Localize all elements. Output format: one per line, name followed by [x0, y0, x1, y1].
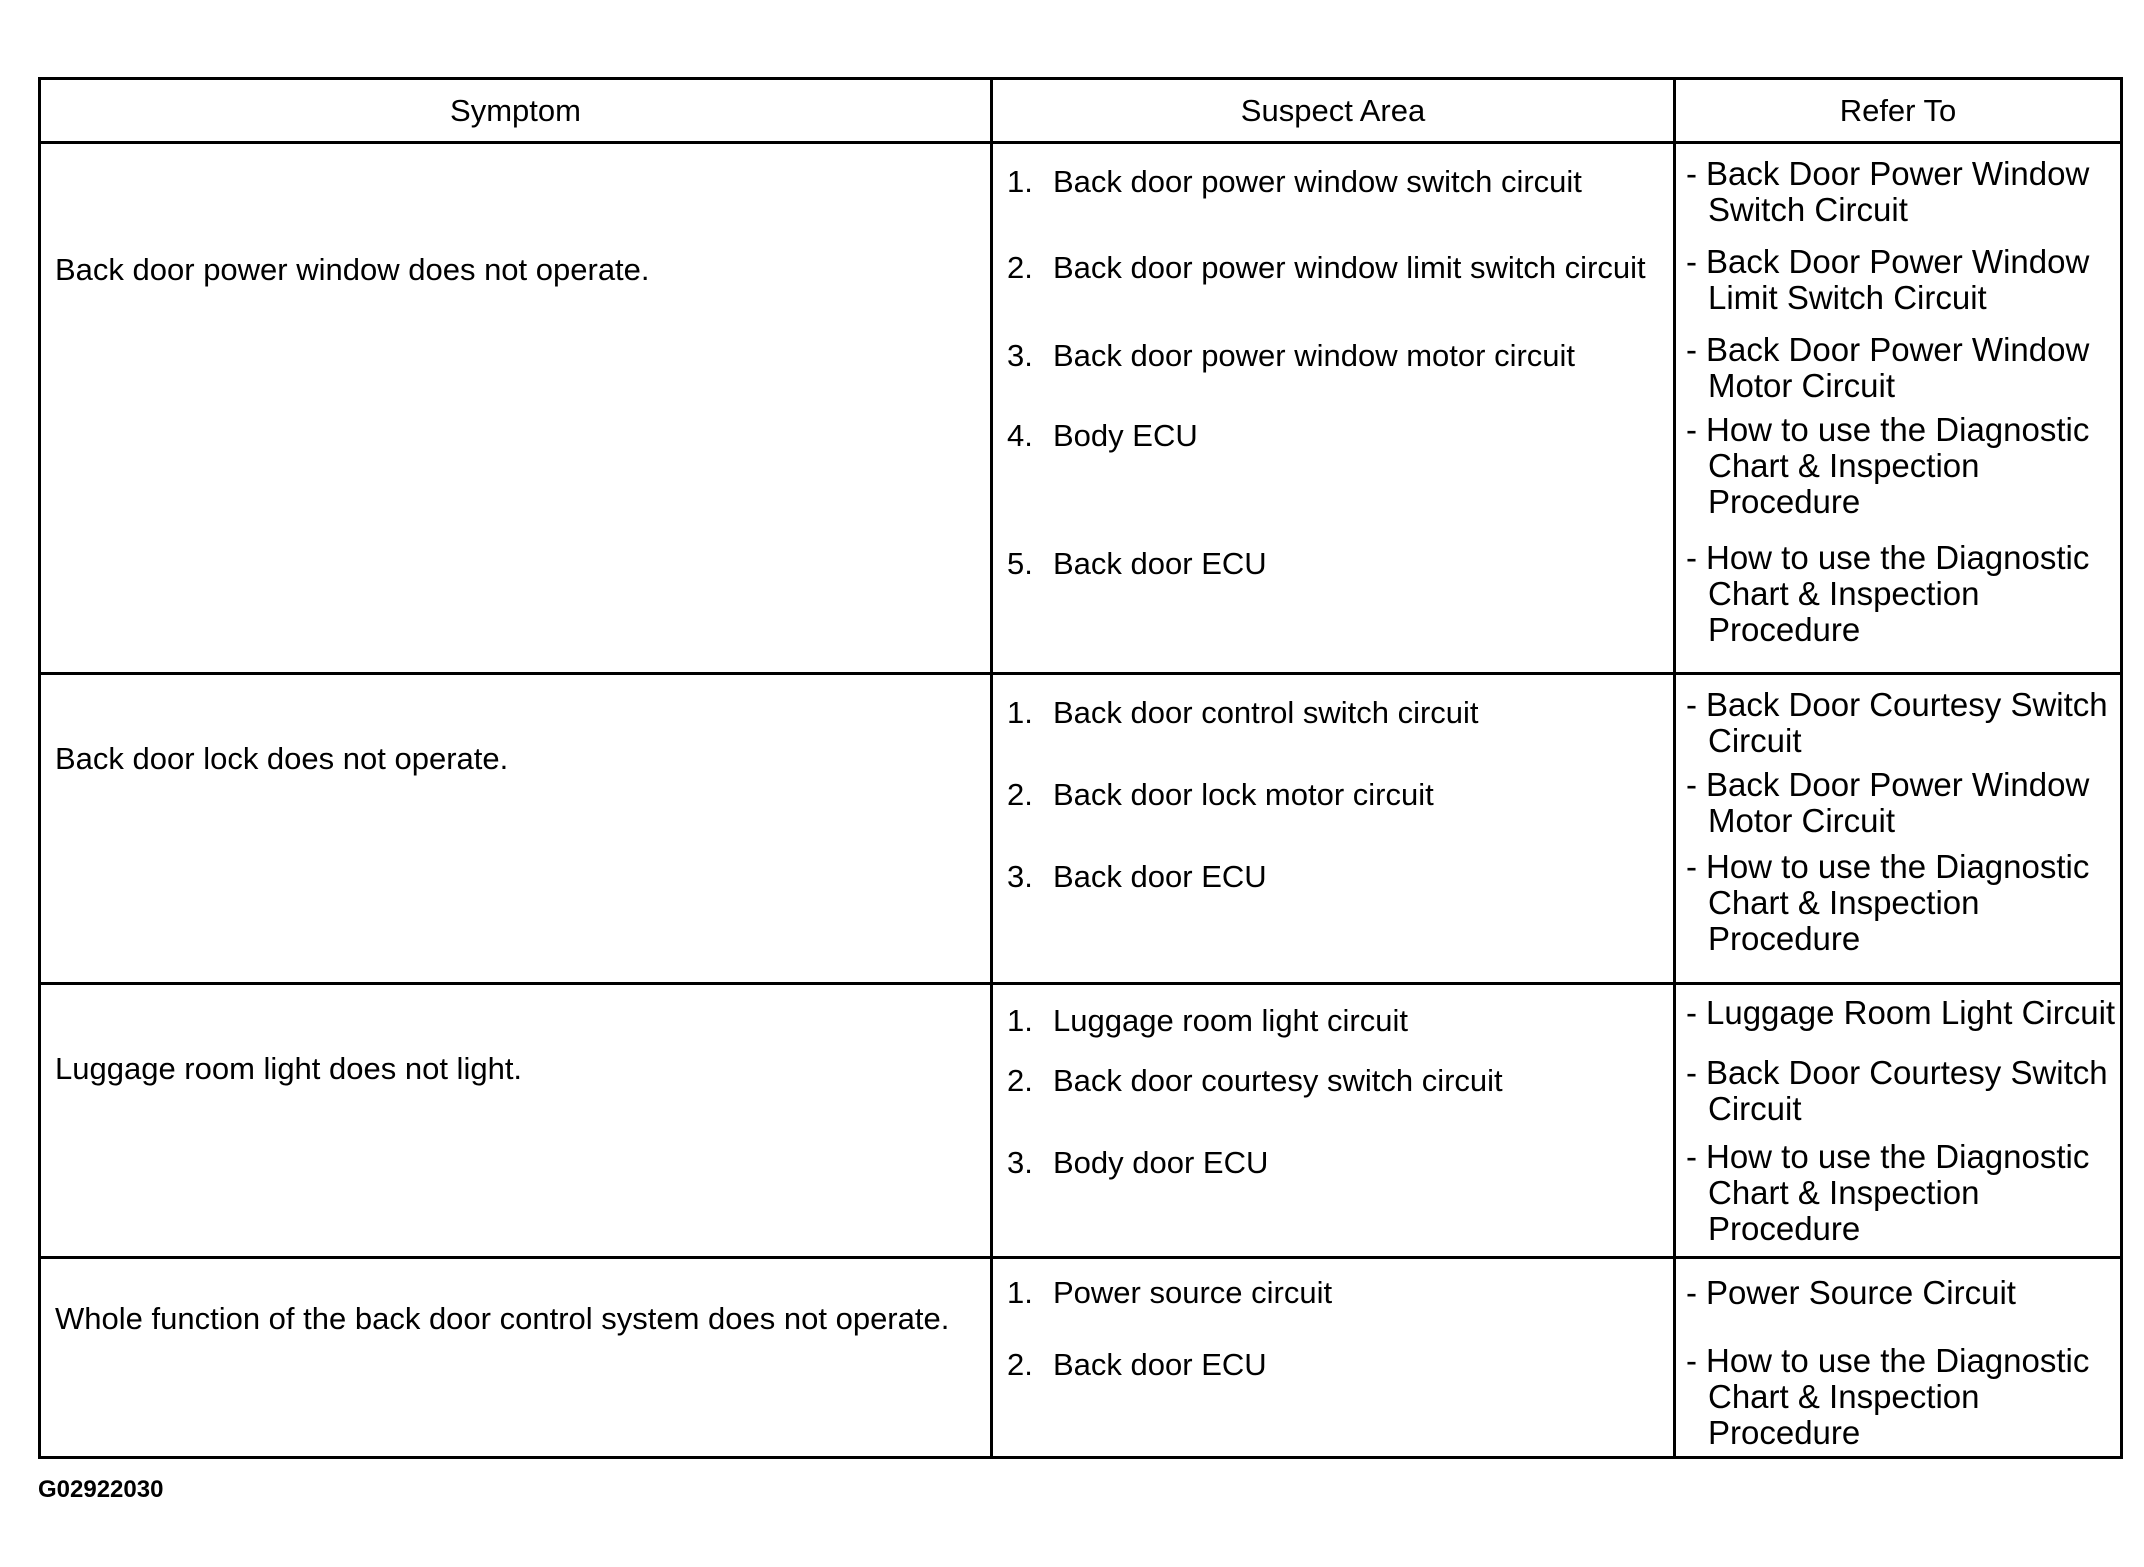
refer-line-text: Power Source Circuit [1706, 1274, 2016, 1311]
refer-dash: - [1686, 994, 1697, 1031]
figure-id: G02922030 [38, 1476, 164, 1503]
refer-line-text: Procedure [1708, 920, 1861, 957]
refer-line-text: Circuit [1708, 1090, 1802, 1127]
refer-to-cell [1675, 1258, 2122, 1458]
refer-line [1686, 192, 2089, 228]
refer-line-text: Circuit [1708, 722, 1802, 759]
refer-line-text: Back Door Power Window [1706, 243, 2090, 280]
refer-line [1686, 1175, 2089, 1211]
refer-item [1686, 412, 2089, 520]
refer-line-text: Chart & Inspection [1708, 1378, 1980, 1415]
refer-item [1686, 1343, 2089, 1451]
refer-line-text: Back Door Courtesy Switch [1706, 686, 2108, 723]
symptom-cell [40, 1258, 992, 1458]
refer-to-cell [1675, 674, 2122, 984]
refer-item [1686, 849, 2089, 957]
refer-line-text: Chart & Inspection [1708, 1174, 1980, 1211]
refer-line-text: How to use the Diagnostic [1706, 539, 2090, 576]
refer-line-text: How to use the Diagnostic [1706, 1138, 2090, 1175]
refer-dash: - [1686, 1138, 1697, 1175]
suspect-item-text: Back door ECU [1053, 546, 1267, 581]
suspect-item-text: Back door lock motor circuit [1053, 777, 1434, 812]
suspect-item-text: Back door control switch circuit [1053, 695, 1479, 730]
refer-line [1686, 484, 2089, 520]
suspect-item-text: Back door power window motor circuit [1053, 338, 1576, 373]
table-row [40, 143, 2122, 674]
suspect-item-number: 5. [1007, 546, 1033, 581]
refer-item [1686, 332, 2089, 404]
suspect-item [1007, 164, 1582, 200]
refer-dash: - [1686, 1274, 1697, 1311]
suspect-item-number: 2. [1007, 1063, 1033, 1098]
refer-dash: - [1686, 1054, 1697, 1091]
suspect-item [1007, 250, 1646, 286]
refer-line [1686, 612, 2089, 648]
symptom-cell [40, 984, 992, 1258]
refer-line [1686, 995, 2115, 1031]
refer-line [1686, 244, 2089, 280]
refer-line-text: Motor Circuit [1708, 367, 1896, 404]
suspect-item-text: Power source circuit [1053, 1275, 1333, 1310]
refer-item [1686, 540, 2089, 648]
suspect-item-text: Body ECU [1053, 418, 1198, 453]
suspect-area-cell [992, 674, 1675, 984]
refer-line-text: Procedure [1708, 1414, 1861, 1451]
refer-line-text: Luggage Room Light Circuit [1706, 994, 2116, 1031]
suspect-item-number: 1. [1007, 1003, 1033, 1038]
suspect-area-cell [992, 143, 1675, 674]
refer-dash: - [1686, 686, 1697, 723]
refer-line [1686, 1139, 2089, 1175]
refer-line [1686, 1379, 2089, 1415]
refer-line-text: Switch Circuit [1708, 191, 1908, 228]
troubleshooting-table [38, 77, 2123, 1459]
suspect-item-text: Body door ECU [1053, 1145, 1269, 1180]
suspect-item [1007, 1275, 1332, 1311]
refer-line [1686, 1343, 2089, 1379]
refer-dash: - [1686, 411, 1697, 448]
suspect-item-text: Back door ECU [1053, 1347, 1267, 1382]
refer-line [1686, 448, 2089, 484]
suspect-item-number: 3. [1007, 1145, 1033, 1180]
suspect-item-number: 2. [1007, 250, 1033, 285]
refer-dash: - [1686, 243, 1697, 280]
suspect-item-number: 4. [1007, 418, 1033, 453]
refer-line-text: Back Door Courtesy Switch [1706, 1054, 2108, 1091]
suspect-item-number: 1. [1007, 695, 1033, 730]
suspect-item-number: 3. [1007, 338, 1033, 373]
symptom-text: Back door power window does not operate. [55, 252, 650, 287]
refer-line [1686, 723, 2108, 759]
refer-item [1686, 156, 2089, 228]
suspect-item-number: 1. [1007, 164, 1033, 199]
suspect-item [1007, 695, 1479, 731]
suspect-item-text: Back door courtesy switch circuit [1053, 1063, 1503, 1098]
refer-line [1686, 540, 2089, 576]
refer-line-text: Chart & Inspection [1708, 447, 1980, 484]
refer-line-text: How to use the Diagnostic [1706, 848, 2090, 885]
refer-line-text: Chart & Inspection [1708, 884, 1980, 921]
header-row [40, 79, 2122, 143]
refer-item [1686, 1139, 2089, 1247]
refer-line [1686, 767, 2089, 803]
refer-dash: - [1686, 766, 1697, 803]
refer-item [1686, 1275, 2016, 1311]
refer-line [1686, 921, 2089, 957]
refer-to-cell [1675, 984, 2122, 1258]
refer-line [1686, 849, 2089, 885]
refer-line-text: Procedure [1708, 611, 1861, 648]
symptom-text: Back door lock does not operate. [55, 741, 509, 776]
suspect-item [1007, 1063, 1503, 1099]
refer-line-text: How to use the Diagnostic [1706, 1342, 2090, 1379]
refer-line-text: How to use the Diagnostic [1706, 411, 2090, 448]
refer-line [1686, 803, 2089, 839]
symptom-text: Whole function of the back door control system does not operate. [55, 1301, 950, 1336]
refer-line-text: Back Door Power Window [1706, 766, 2090, 803]
header-suspect-area: Suspect Area [992, 79, 1675, 143]
symptom-cell [40, 143, 992, 674]
table-row [40, 1258, 2122, 1458]
refer-item [1686, 767, 2089, 839]
refer-dash: - [1686, 155, 1697, 192]
suspect-item-number: 2. [1007, 777, 1033, 812]
refer-line [1686, 885, 2089, 921]
refer-line [1686, 412, 2089, 448]
suspect-area-cell [992, 984, 1675, 1258]
refer-line [1686, 1091, 2108, 1127]
refer-line [1686, 332, 2089, 368]
refer-to-cell [1675, 143, 2122, 674]
table-row [40, 674, 2122, 984]
refer-line [1686, 1415, 2089, 1451]
refer-line-text: Chart & Inspection [1708, 575, 1980, 612]
suspect-item-number: 1. [1007, 1275, 1033, 1310]
refer-line [1686, 280, 2089, 316]
refer-line [1686, 1055, 2108, 1091]
refer-line [1686, 576, 2089, 612]
refer-dash: - [1686, 539, 1697, 576]
refer-item [1686, 995, 2115, 1031]
suspect-item [1007, 338, 1575, 374]
table-row [40, 984, 2122, 1258]
suspect-item [1007, 777, 1434, 813]
refer-item [1686, 1055, 2108, 1127]
refer-line [1686, 156, 2089, 192]
refer-line-text: Limit Switch Circuit [1708, 279, 1987, 316]
suspect-item-text: Back door ECU [1053, 859, 1267, 894]
refer-line [1686, 687, 2108, 723]
header-refer-to: Refer To [1675, 79, 2122, 143]
refer-line-text: Back Door Power Window [1706, 155, 2090, 192]
refer-dash: - [1686, 848, 1697, 885]
refer-dash: - [1686, 331, 1697, 368]
refer-line-text: Back Door Power Window [1706, 331, 2090, 368]
suspect-item-text: Luggage room light circuit [1053, 1003, 1408, 1038]
suspect-item-number: 2. [1007, 1347, 1033, 1382]
suspect-item [1007, 546, 1267, 582]
suspect-item [1007, 1003, 1408, 1039]
refer-item [1686, 244, 2089, 316]
suspect-item [1007, 859, 1267, 895]
suspect-item-text: Back door power window switch circuit [1053, 164, 1582, 199]
refer-line-text: Procedure [1708, 483, 1861, 520]
suspect-item [1007, 418, 1198, 454]
refer-line-text: Motor Circuit [1708, 802, 1896, 839]
suspect-item [1007, 1347, 1267, 1383]
suspect-item [1007, 1145, 1268, 1181]
suspect-area-cell [992, 1258, 1675, 1458]
refer-dash: - [1686, 1342, 1697, 1379]
symptom-text: Luggage room light does not light. [55, 1051, 523, 1086]
refer-line [1686, 368, 2089, 404]
refer-line [1686, 1211, 2089, 1247]
symptom-cell [40, 674, 992, 984]
suspect-item-text: Back door power window limit switch circuit [1053, 250, 1646, 285]
suspect-item-number: 3. [1007, 859, 1033, 894]
header-symptom: Symptom [40, 79, 992, 143]
refer-line [1686, 1275, 2016, 1311]
refer-line-text: Procedure [1708, 1210, 1861, 1247]
refer-item [1686, 687, 2108, 759]
